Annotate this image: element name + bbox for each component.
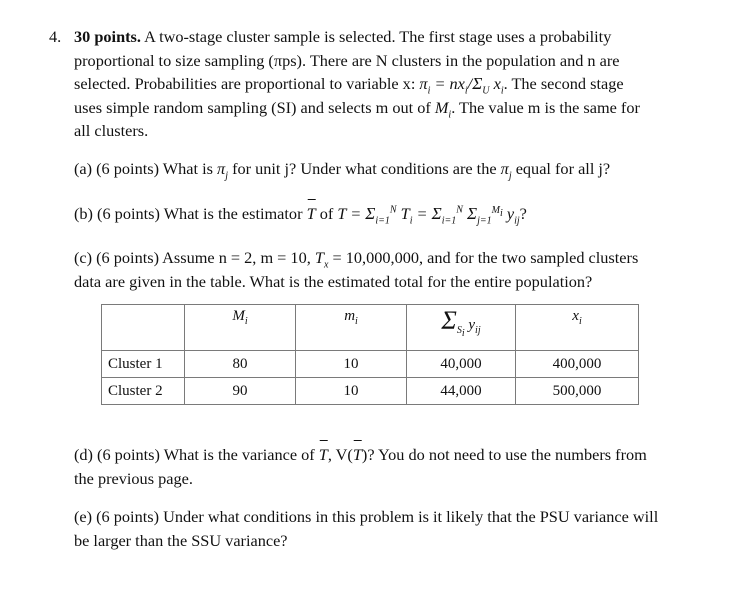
header-sum-yij: $\Sigma_{S_i}$ $y_{ij}$ (407, 305, 516, 351)
part-d: (d) (6 points) What is the variance of T, V(T)? You do not need to use the numbers from the previous page. (74, 445, 647, 488)
t-hat-symbol: T (307, 202, 316, 226)
table-header-row (102, 305, 639, 351)
pi-j-symbol: $\pi_j$ (217, 159, 228, 182)
intro-line-1: 30 points. A two-stage cluster sample is selected. The first stage uses a probability (74, 27, 612, 46)
cluster-data-table (101, 304, 639, 405)
part-c: (c) (6 points) Assume n = 2, m = 10, $T_x = 10,000,000$, and for the two sampled clusters data are given in the table. What is the estimated total for the entire population? (74, 248, 639, 291)
header-xi: $x_i$ (516, 305, 639, 351)
header-empty (102, 305, 185, 351)
part-b: (b) (6 points) What is the estimator T of $T = \Sigma_{i=1}^N$ $T_i = \Sigma_{i=1}^N$ $\Sigma_{j=1}^{M_i}$ $y_{ij}$? (74, 204, 527, 227)
table-row: Cluster 1 80 10 40,000 400,000 (102, 351, 639, 378)
question-number: 4. (49, 27, 62, 46)
header-mi: $m_i$ (296, 305, 407, 351)
intro-line-3: selected. Probabilities are proportional to variable x: $\pi_i = nx_i/\Sigma_U$ $x_i$. The second stage (74, 74, 624, 97)
t-x-symbol: $T_x$ (314, 248, 329, 271)
intro-line-2: proportional to size sampling (πps). There are N clusters in the population and n are (74, 50, 620, 70)
points-label: 30 points. (74, 27, 141, 46)
part-a: (a) (6 points) What is $\pi_j$ for unit j? Under what conditions are the $\pi_j$ equal for all j? (74, 159, 611, 182)
total-formula: $T = \Sigma_{i=1}^N$ $T_i = \Sigma_{i=1}^N$ $\Sigma_{j=1}^{M_i}$ $y_{ij}$ (337, 204, 520, 227)
m-i-symbol: $M_i$ (434, 97, 452, 120)
intro-paragraph (74, 25, 710, 143)
part-e: (e) (6 points) Under what conditions in this problem is it likely that the PSU variance will be larger than the SSU variance? (74, 507, 659, 550)
intro-line-4: uses simple random sampling (SI) and selects m out of $M_i$. The value m is the same for (74, 97, 640, 120)
table-row: Cluster 2 90 10 44,000 500,000 (102, 378, 639, 405)
pi-formula: $\pi_i = nx_i/\Sigma_U$ $x_i$ (419, 74, 504, 97)
intro-line-5: all clusters. (74, 121, 149, 140)
header-Mi: $M_i$ (185, 305, 296, 351)
